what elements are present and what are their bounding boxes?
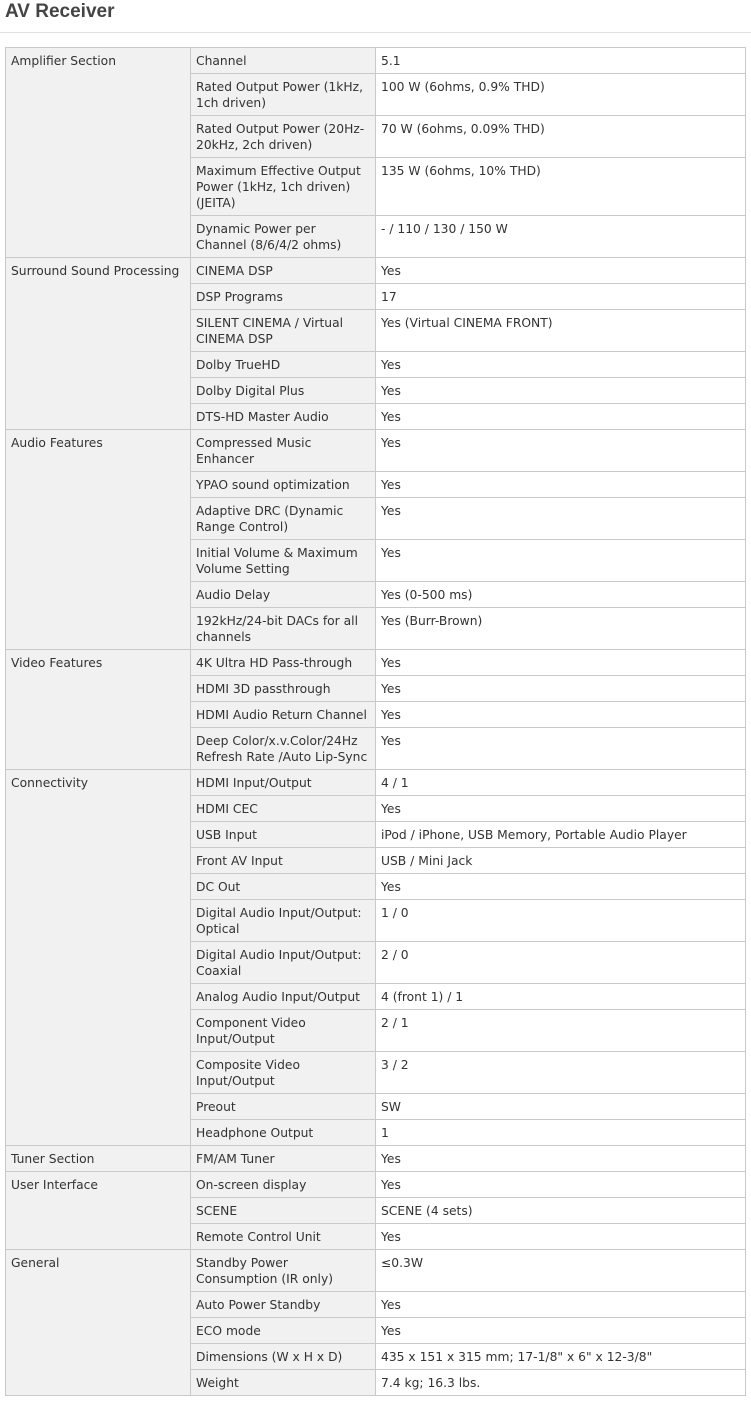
feature-label: CINEMA DSP bbox=[191, 258, 376, 284]
feature-label: Composite Video Input/Output bbox=[191, 1052, 376, 1094]
spec-row bbox=[6, 258, 746, 284]
feature-value: Yes bbox=[376, 258, 746, 284]
feature-value: 7.4 kg; 16.3 lbs. bbox=[376, 1370, 746, 1396]
feature-value: Yes bbox=[376, 1224, 746, 1250]
section-label: Video Features bbox=[6, 650, 191, 770]
feature-value: 17 bbox=[376, 284, 746, 310]
spec-table bbox=[5, 47, 746, 1396]
feature-value: 4 / 1 bbox=[376, 770, 746, 796]
feature-label: ECO mode bbox=[191, 1318, 376, 1344]
page-title: AV Receiver bbox=[5, 1, 115, 22]
spec-row bbox=[6, 1146, 746, 1172]
feature-value: 4 (front 1) / 1 bbox=[376, 984, 746, 1010]
feature-value: Yes bbox=[376, 1172, 746, 1198]
spec-row bbox=[6, 48, 746, 74]
feature-label: HDMI CEC bbox=[191, 796, 376, 822]
feature-label: SCENE bbox=[191, 1198, 376, 1224]
feature-label: Rated Output Power (1kHz, 1ch driven) bbox=[191, 74, 376, 116]
feature-value: 2 / 0 bbox=[376, 942, 746, 984]
feature-label: Dimensions (W x H x D) bbox=[191, 1344, 376, 1370]
section-label: Surround Sound Processing bbox=[6, 258, 191, 430]
title-divider bbox=[0, 32, 751, 33]
feature-value: 5.1 bbox=[376, 48, 746, 74]
section-label: User Interface bbox=[6, 1172, 191, 1250]
feature-value: Yes bbox=[376, 540, 746, 582]
feature-value: - / 110 / 130 / 150 W bbox=[376, 216, 746, 258]
feature-label: USB Input bbox=[191, 822, 376, 848]
feature-label: Dolby Digital Plus bbox=[191, 378, 376, 404]
section-label: Audio Features bbox=[6, 430, 191, 650]
feature-value: 135 W (6ohms, 10% THD) bbox=[376, 158, 746, 216]
feature-value: Yes bbox=[376, 1146, 746, 1172]
feature-label: 4K Ultra HD Pass-through bbox=[191, 650, 376, 676]
feature-value: Yes bbox=[376, 472, 746, 498]
feature-value: Yes bbox=[376, 352, 746, 378]
feature-label: Dolby TrueHD bbox=[191, 352, 376, 378]
feature-value: Yes bbox=[376, 702, 746, 728]
feature-label: On-screen display bbox=[191, 1172, 376, 1198]
feature-value: ≤0.3W bbox=[376, 1250, 746, 1292]
feature-value: Yes bbox=[376, 1318, 746, 1344]
feature-label: Preout bbox=[191, 1094, 376, 1120]
spec-row bbox=[6, 650, 746, 676]
feature-label: Compressed Music Enhancer bbox=[191, 430, 376, 472]
feature-value: Yes bbox=[376, 1292, 746, 1318]
feature-label: Initial Volume & Maximum Volume Setting bbox=[191, 540, 376, 582]
feature-value: 2 / 1 bbox=[376, 1010, 746, 1052]
feature-label: Digital Audio Input/Output: Coaxial bbox=[191, 942, 376, 984]
feature-value: 435 x 151 x 315 mm; 17-1/8" x 6" x 12-3/8" bbox=[376, 1344, 746, 1370]
section-label: Connectivity bbox=[6, 770, 191, 1146]
feature-value: Yes bbox=[376, 796, 746, 822]
feature-label: Deep Color/x.v.Color/24Hz Refresh Rate /Auto Lip-Sync bbox=[191, 728, 376, 770]
feature-label: FM/AM Tuner bbox=[191, 1146, 376, 1172]
feature-value: Yes bbox=[376, 676, 746, 702]
feature-value: Yes bbox=[376, 378, 746, 404]
feature-value: 100 W (6ohms, 0.9% THD) bbox=[376, 74, 746, 116]
feature-label: Remote Control Unit bbox=[191, 1224, 376, 1250]
feature-label: Rated Output Power (20Hz-20kHz, 2ch driven) bbox=[191, 116, 376, 158]
feature-label: Weight bbox=[191, 1370, 376, 1396]
feature-value: 1 bbox=[376, 1120, 746, 1146]
feature-label: Analog Audio Input/Output bbox=[191, 984, 376, 1010]
feature-label: Headphone Output bbox=[191, 1120, 376, 1146]
feature-label: YPAO sound optimization bbox=[191, 472, 376, 498]
section-label: Tuner Section bbox=[6, 1146, 191, 1172]
feature-label: Standby Power Consumption (IR only) bbox=[191, 1250, 376, 1292]
section-label: Amplifier Section bbox=[6, 48, 191, 258]
spec-table-body bbox=[6, 48, 746, 1396]
feature-value: Yes bbox=[376, 874, 746, 900]
spec-row bbox=[6, 770, 746, 796]
feature-label: 192kHz/24-bit DACs for all channels bbox=[191, 608, 376, 650]
feature-label: Channel bbox=[191, 48, 376, 74]
feature-value: 1 / 0 bbox=[376, 900, 746, 942]
feature-value: 70 W (6ohms, 0.09% THD) bbox=[376, 116, 746, 158]
feature-value: iPod / iPhone, USB Memory, Portable Audio Player bbox=[376, 822, 746, 848]
spec-row bbox=[6, 1250, 746, 1292]
feature-label: Audio Delay bbox=[191, 582, 376, 608]
feature-value: SCENE (4 sets) bbox=[376, 1198, 746, 1224]
feature-label: HDMI 3D passthrough bbox=[191, 676, 376, 702]
spec-row bbox=[6, 1172, 746, 1198]
feature-value: Yes (Virtual CINEMA FRONT) bbox=[376, 310, 746, 352]
feature-value: Yes bbox=[376, 728, 746, 770]
feature-label: DC Out bbox=[191, 874, 376, 900]
feature-value: Yes (Burr-Brown) bbox=[376, 608, 746, 650]
feature-label: Maximum Effective Output Power (1kHz, 1ch driven) (JEITA) bbox=[191, 158, 376, 216]
feature-value: 3 / 2 bbox=[376, 1052, 746, 1094]
feature-label: Auto Power Standby bbox=[191, 1292, 376, 1318]
feature-value: Yes bbox=[376, 430, 746, 472]
feature-label: DSP Programs bbox=[191, 284, 376, 310]
feature-label: Digital Audio Input/Output: Optical bbox=[191, 900, 376, 942]
feature-label: SILENT CINEMA / Virtual CINEMA DSP bbox=[191, 310, 376, 352]
feature-label: Adaptive DRC (Dynamic Range Control) bbox=[191, 498, 376, 540]
feature-label: HDMI Audio Return Channel bbox=[191, 702, 376, 728]
feature-label: DTS-HD Master Audio bbox=[191, 404, 376, 430]
feature-value: USB / Mini Jack bbox=[376, 848, 746, 874]
feature-label: Component Video Input/Output bbox=[191, 1010, 376, 1052]
spec-row bbox=[6, 430, 746, 472]
feature-label: Front AV Input bbox=[191, 848, 376, 874]
feature-value: Yes bbox=[376, 498, 746, 540]
feature-value: Yes bbox=[376, 404, 746, 430]
feature-value: SW bbox=[376, 1094, 746, 1120]
feature-label: HDMI Input/Output bbox=[191, 770, 376, 796]
feature-label: Dynamic Power per Channel (8/6/4/2 ohms) bbox=[191, 216, 376, 258]
feature-value: Yes bbox=[376, 650, 746, 676]
section-label: General bbox=[6, 1250, 191, 1396]
feature-value: Yes (0-500 ms) bbox=[376, 582, 746, 608]
